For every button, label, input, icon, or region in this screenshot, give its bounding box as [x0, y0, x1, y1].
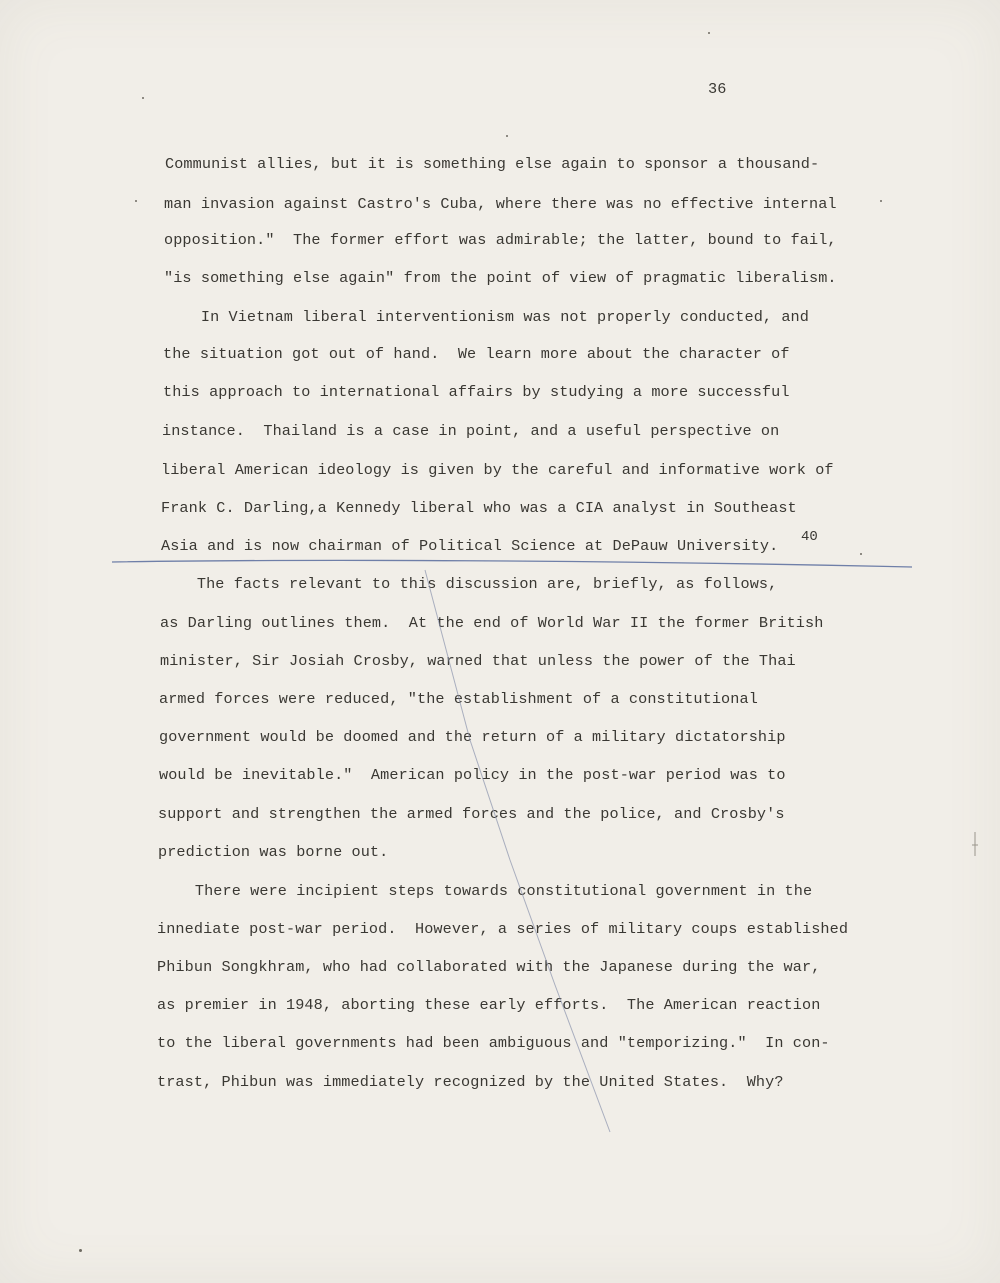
text-line: innediate post-war period. However, a series of military coups established	[157, 920, 849, 938]
text-line: would be inevitable." American policy in the post-war period was to	[159, 766, 786, 784]
paper-speck	[142, 97, 144, 99]
text-line: trast, Phibun was immediately recognized by the United States. Why?	[157, 1073, 784, 1091]
page-number: 36	[708, 80, 727, 98]
paper-speck	[708, 32, 710, 34]
footnote-marker: 40	[801, 529, 818, 545]
text-line: as Darling outlines them. At the end of World War II the former British	[160, 614, 824, 632]
text-line: government would be doomed and the return of a military dictatorship	[159, 728, 786, 746]
text-line: "is something else again" from the point of view of pragmatic liberalism.	[164, 269, 837, 287]
paper-speck	[860, 553, 862, 555]
text-line: The facts relevant to this discussion are, briefly, as follows,	[160, 575, 778, 593]
text-line: as premier in 1948, aborting these early efforts. The American reaction	[157, 996, 821, 1014]
paper-speck	[135, 200, 137, 202]
text-line: minister, Sir Josiah Crosby, warned that unless the power of the Thai	[160, 652, 796, 670]
text-line: support and strengthen the armed forces and the police, and Crosby's	[158, 805, 785, 823]
text-line: prediction was borne out.	[158, 843, 389, 861]
diagonal-pencil-stroke	[425, 570, 610, 1132]
text-line: Frank C. Darling,a Kennedy liberal who was a CIA analyst in Southeast	[161, 499, 797, 517]
paper-speck	[506, 135, 508, 137]
section-divider-line	[112, 560, 912, 567]
text-line: liberal American ideology is given by the careful and informative work of	[161, 461, 834, 479]
text-line: armed forces were reduced, "the establishment of a constitutional	[159, 690, 758, 708]
text-line: In Vietnam liberal interventionism was not properly conducted, and	[164, 308, 809, 326]
text-line: the situation got out of hand. We learn more about the character of	[163, 345, 790, 363]
text-line: Communist allies, but it is something else again to sponsor a thousand-	[165, 155, 820, 173]
text-line: There were incipient steps towards constitutional government in the	[158, 882, 813, 900]
paper-speck	[880, 200, 882, 202]
text-line: Asia and is now chairman of Political Science at DePauw University.	[161, 537, 779, 555]
margin-tick-mark	[972, 832, 978, 856]
paper-speck	[79, 1249, 82, 1252]
text-line: instance. Thailand is a case in point, and a useful perspective on	[162, 422, 780, 440]
text-line: man invasion against Castro's Cuba, where there was no effective internal	[164, 195, 837, 213]
text-line: this approach to international affairs by studying a more successful	[163, 383, 790, 401]
text-line: Phibun Songkhram, who had collaborated with the Japanese during the war,	[157, 958, 821, 976]
text-line: to the liberal governments had been ambiguous and "temporizing." In con-	[157, 1034, 830, 1052]
text-line: opposition." The former effort was admirable; the latter, bound to fail,	[164, 231, 837, 249]
